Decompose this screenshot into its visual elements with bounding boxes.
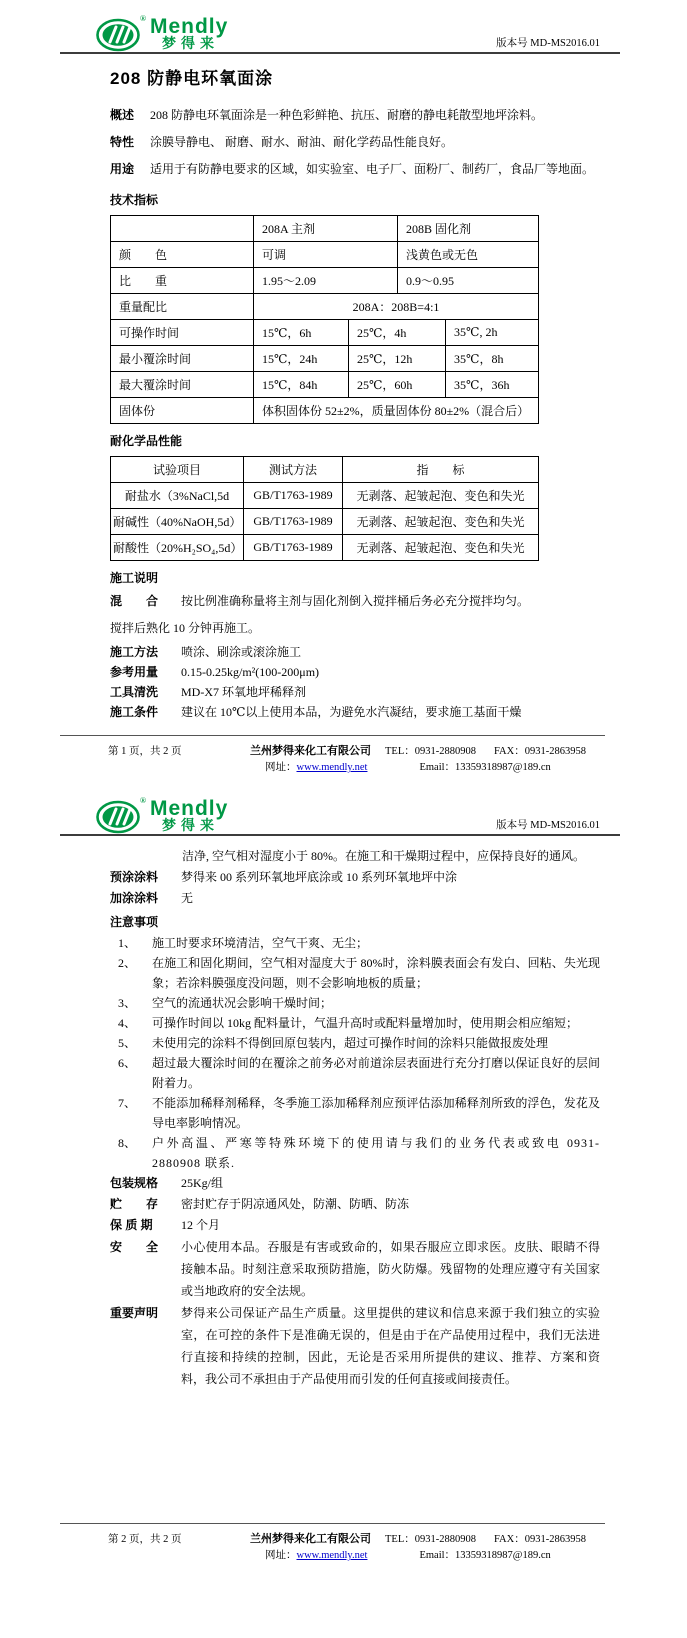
color-label: 颜 色 bbox=[111, 242, 254, 268]
page-header bbox=[96, 8, 600, 52]
method-text: 喷涂、刷涂或滚涂施工 bbox=[181, 645, 302, 659]
safety-text: 小心使用本品。吞服是有害或致命的，如果吞服应立即求医。皮肤、眼睛不得接触本品。时刻注意采取预防措施，防火防爆。残留物的处理应遵守有关国家或当地政府的安全法规。 bbox=[181, 1240, 600, 1298]
note-num: 8、 bbox=[118, 1136, 137, 1150]
mix-row bbox=[110, 588, 600, 615]
tech-table bbox=[110, 215, 539, 424]
footer-line-2 bbox=[60, 759, 625, 774]
min-recoat-15: 15℃，24h bbox=[254, 346, 349, 372]
ratio-label: 重量配比 bbox=[111, 294, 254, 320]
footer-line-1 bbox=[60, 1530, 625, 1546]
brand-name: Mendly bbox=[149, 15, 229, 38]
registered-mark: ® bbox=[140, 14, 146, 23]
footer-email: Email：13359318987@189.cn bbox=[419, 762, 551, 773]
page-number: 第 2 页，共 2 页 bbox=[108, 1534, 182, 1545]
page-number: 第 1 页，共 2 页 bbox=[108, 746, 182, 757]
gravity-b: 0.9～0.95 bbox=[398, 268, 539, 294]
salt-spec: 无剥落、起皱起泡、变色和失光 bbox=[343, 483, 539, 509]
min-recoat-35: 35℃，8h bbox=[446, 346, 539, 372]
safety-label: 安 全 bbox=[110, 1240, 159, 1254]
page-2 bbox=[0, 782, 687, 1638]
note-item-7 bbox=[110, 1093, 600, 1133]
tech-col-b: 208B 固化剂 bbox=[398, 216, 539, 242]
footer-rule bbox=[60, 1523, 605, 1524]
header-rule bbox=[60, 52, 620, 54]
tech-header-row bbox=[111, 216, 539, 242]
footer-web bbox=[265, 1547, 367, 1562]
note-text: 户外高温、严寒等特殊环境下的使用请与我们的业务代表或致电 0931-2880908 联系. bbox=[152, 1136, 600, 1170]
chem-col-method: 测试方法 bbox=[244, 457, 343, 483]
alkali-item: 耐碱性（40%NaOH,5d） bbox=[111, 509, 244, 535]
mix-text-2: 搅拌后熟化 10 分钟再施工。 bbox=[110, 621, 261, 635]
shelf-life-text: 12 个月 bbox=[181, 1218, 221, 1232]
gravity-a: 1.95～2.09 bbox=[254, 268, 398, 294]
max-recoat-15: 15℃，84h bbox=[254, 372, 349, 398]
alkali-spec: 无剥落、起皱起泡、变色和失光 bbox=[343, 509, 539, 535]
packing-label: 包装规格 bbox=[110, 1176, 159, 1190]
tech-row-ratio bbox=[111, 294, 539, 320]
tech-row-potlife bbox=[111, 320, 539, 346]
condition-row bbox=[110, 702, 600, 722]
mix-label: 混 合 bbox=[110, 594, 159, 608]
note-text: 未使用完的涂料不得倒回原包装内，超过可操作时间的涂料只能做报废处理 bbox=[152, 1036, 549, 1050]
usage-row bbox=[110, 156, 600, 183]
registered-mark: ® bbox=[140, 796, 146, 805]
footer-rule bbox=[60, 735, 605, 736]
note-item-5 bbox=[110, 1033, 600, 1053]
precoat-text: 梦得来 00 系列环氧地坪底涂或 10 系列环氧地坪中涂 bbox=[181, 870, 458, 884]
mendly-emblem-icon bbox=[96, 798, 142, 834]
web-label: 网址： bbox=[265, 1550, 297, 1561]
color-b: 浅黄色或无色 bbox=[398, 242, 539, 268]
tech-col-a: 208A 主剂 bbox=[254, 216, 398, 242]
brand-logo-2 bbox=[96, 798, 228, 834]
note-item-8 bbox=[110, 1133, 600, 1173]
alkali-method: GB/T1763-1989 bbox=[244, 509, 343, 535]
max-recoat-label: 最大覆涂时间 bbox=[111, 372, 254, 398]
note-text: 空气的流通状况会影响干燥时间； bbox=[152, 996, 333, 1010]
potlife-25: 25℃，4h bbox=[349, 320, 446, 346]
footer-web bbox=[265, 759, 367, 774]
note-num: 7、 bbox=[118, 1096, 137, 1110]
note-num: 2、 bbox=[118, 956, 137, 970]
acid-spec: 无剥落、起皱起泡、变色和失光 bbox=[343, 535, 539, 561]
note-item-1 bbox=[110, 933, 600, 953]
note-text: 施工时要求环境清洁，空气干爽、无尘； bbox=[152, 936, 369, 950]
page-title: 208 防静电环氧面涂 bbox=[110, 69, 274, 88]
web-label: 网址： bbox=[265, 762, 297, 773]
company-name: 兰州梦得来化工有限公司 bbox=[250, 1533, 371, 1545]
tech-row-color bbox=[111, 242, 539, 268]
note-num: 5、 bbox=[118, 1036, 137, 1050]
coat-rows bbox=[110, 867, 600, 909]
chem-row-acid bbox=[111, 535, 539, 561]
note-item-6 bbox=[110, 1053, 600, 1093]
acid-item: 耐酸性（20%H₂SO₄,5d） bbox=[111, 535, 244, 561]
dosage-row bbox=[110, 662, 600, 682]
method-label: 施工方法 bbox=[110, 645, 159, 659]
chem-row-salt bbox=[111, 483, 539, 509]
version-label: 版本号 MD-MS2016.01 bbox=[496, 38, 600, 49]
packing-text: 25Kg/组 bbox=[181, 1176, 224, 1190]
statement-label: 重要声明 bbox=[110, 1306, 159, 1320]
packing-row bbox=[110, 1173, 600, 1194]
chem-row-alkali bbox=[111, 509, 539, 535]
footer-line-1 bbox=[60, 742, 625, 758]
chem-heading: 耐化学品性能 bbox=[110, 434, 183, 448]
color-a: 可调 bbox=[254, 242, 398, 268]
brand-name-cn: 梦得来 bbox=[161, 819, 219, 834]
footer-tel: TEL：0931-2880908 bbox=[385, 746, 476, 757]
brand-name-cn: 梦得来 bbox=[161, 37, 219, 52]
chem-col-spec: 指 标 bbox=[343, 457, 539, 483]
cleaning-text: MD-X7 环氧地坪稀释剂 bbox=[181, 685, 306, 699]
features-text: 涂膜导静电、 耐磨、耐水、耐油、耐化学药品性能良好。 bbox=[150, 135, 454, 149]
brand-wordmark bbox=[150, 16, 228, 52]
website-link[interactable]: www.mendly.net bbox=[296, 762, 368, 773]
brand-logo bbox=[96, 16, 228, 52]
note-item-3 bbox=[110, 993, 600, 1013]
min-recoat-25: 25℃，12h bbox=[349, 346, 446, 372]
condition-label: 施工条件 bbox=[110, 705, 159, 719]
tech-row-min-recoat bbox=[111, 346, 539, 372]
note-num: 3、 bbox=[118, 996, 137, 1010]
min-recoat-label: 最小覆涂时间 bbox=[111, 346, 254, 372]
mix-text: 按比例准确称量将主剂与固化剂倒入搅拌桶后务必充分搅拌均匀。 bbox=[181, 594, 530, 608]
notes-heading: 注意事项 bbox=[110, 915, 159, 929]
brand-name: Mendly bbox=[149, 797, 229, 820]
storage-label: 贮 存 bbox=[110, 1197, 159, 1211]
page1-footer bbox=[60, 735, 625, 774]
method-row bbox=[110, 642, 600, 662]
footer-fax: FAX：0931-2863958 bbox=[494, 1534, 586, 1545]
tech-heading: 技术指标 bbox=[110, 193, 159, 207]
solids-label: 固体份 bbox=[111, 398, 254, 424]
build-heading: 施工说明 bbox=[110, 571, 159, 585]
precoat-row bbox=[110, 867, 600, 888]
usage-label: 用途 bbox=[110, 162, 135, 176]
version-label: 版本号 MD-MS2016.01 bbox=[496, 820, 600, 831]
note-num: 4、 bbox=[118, 1016, 137, 1030]
header-rule-2 bbox=[60, 834, 620, 836]
ratio-value: 208A：208B=4:1 bbox=[254, 294, 539, 320]
note-num: 6、 bbox=[118, 1056, 137, 1070]
footer-email: Email：13359318987@189.cn bbox=[419, 1550, 551, 1561]
note-text: 不能添加稀释剂稀释，冬季施工添加稀释剂应预评估添加稀释剂所致的浮色，发花及导电率影响情况。 bbox=[152, 1096, 600, 1130]
condition-continuation: 洁净, 空气相对湿度小于 80%。在施工和干燥期过程中，应保持良好的通风。 bbox=[182, 849, 585, 863]
dosage-label: 参考用量 bbox=[110, 665, 159, 679]
website-link[interactable]: www.mendly.net bbox=[296, 1550, 368, 1561]
max-recoat-25: 25℃，60h bbox=[349, 372, 446, 398]
shelf-life-label: 保 质 期 bbox=[110, 1218, 153, 1232]
page2-footer bbox=[60, 1523, 625, 1562]
statement-row bbox=[110, 1302, 600, 1390]
overview-text: 208 防静电环氧面涂是一种色彩鲜艳、抗压、耐磨的静电耗散型地坪涂料。 bbox=[150, 108, 544, 122]
potlife-label: 可操作时间 bbox=[111, 320, 254, 346]
spec-rows bbox=[110, 1173, 600, 1390]
precoat-label: 预涂涂料 bbox=[110, 870, 159, 884]
addcoat-row bbox=[110, 888, 600, 909]
notes-list bbox=[110, 933, 600, 1173]
statement-text: 梦得来公司保证产品生产质量。这里提供的建议和信息来源于我们独立的实验室，在可控的条件下是准确无误的，但是由于在产品使用过程中，我们无法进行直接和持续的控制，因此，无论是否采用所提供的建议、推荐、方案和资料，我公司不承担由于产品使用而引发的任何直接或间接责任。 bbox=[181, 1306, 600, 1386]
tech-row-solids bbox=[111, 398, 539, 424]
cleaning-label: 工具清洗 bbox=[110, 685, 159, 699]
note-item-4 bbox=[110, 1013, 600, 1033]
footer-fax: FAX：0931-2863958 bbox=[494, 746, 586, 757]
page2-header bbox=[96, 790, 600, 834]
solids-value: 体积固体份 52±2%，质量固体份 80±2%（混合后） bbox=[254, 398, 539, 424]
salt-item: 耐盐水（3%NaCl,5d bbox=[111, 483, 244, 509]
shelf-life-row bbox=[110, 1215, 600, 1236]
dosage-text: 0.15-0.25kg/m²(100-200μm) bbox=[181, 665, 320, 679]
note-text: 超过最大覆涂时间的在覆涂之前务必对前道涂层表面进行充分打磨以保证良好的层间附着力。 bbox=[152, 1056, 600, 1090]
note-item-2 bbox=[110, 953, 600, 993]
max-recoat-35: 35℃，36h bbox=[446, 372, 539, 398]
footer-line-2 bbox=[60, 1547, 625, 1562]
intro-section bbox=[110, 102, 600, 183]
acid-method: GB/T1763-1989 bbox=[244, 535, 343, 561]
features-label: 特性 bbox=[110, 135, 135, 149]
company-name: 兰州梦得来化工有限公司 bbox=[250, 745, 371, 757]
note-text: 可操作时间以 10kg 配料量计，气温升高时或配料量增加时，使用期会相应缩短； bbox=[152, 1016, 579, 1030]
addcoat-text: 无 bbox=[181, 891, 194, 905]
chem-header-row bbox=[111, 457, 539, 483]
overview-row bbox=[110, 102, 600, 129]
gravity-label: 比 重 bbox=[111, 268, 254, 294]
safety-row bbox=[110, 1236, 600, 1302]
condition-text: 建议在 10℃以上使用本品，为避免水汽凝结，要求施工基面干燥 bbox=[181, 705, 522, 719]
brand-wordmark bbox=[150, 798, 228, 834]
storage-row bbox=[110, 1194, 600, 1215]
chem-col-item: 试验项目 bbox=[111, 457, 244, 483]
page-1 bbox=[0, 0, 687, 782]
tech-row-gravity bbox=[111, 268, 539, 294]
mendly-emblem-icon bbox=[96, 16, 142, 52]
note-num: 1、 bbox=[118, 936, 137, 950]
features-row bbox=[110, 129, 600, 156]
addcoat-label: 加涂涂料 bbox=[110, 891, 159, 905]
build-rows bbox=[110, 642, 600, 722]
potlife-15: 15℃，6h bbox=[254, 320, 349, 346]
note-text: 在施工和固化期间，空气相对湿度大于 80%时，涂料膜表面会有发白、回粘、失光现象；若涂料膜强度没问题，则不会影响地板的质量； bbox=[152, 956, 600, 990]
cleaning-row bbox=[110, 682, 600, 702]
footer-tel: TEL：0931-2880908 bbox=[385, 1534, 476, 1545]
usage-text: 适用于有防静电要求的区域，如实验室、电子厂、面粉厂、制药厂，食品厂等地面。 bbox=[150, 162, 595, 176]
potlife-35: 35℃, 2h bbox=[446, 320, 539, 346]
tech-row-max-recoat bbox=[111, 372, 539, 398]
storage-text: 密封贮存于阴凉通风处，防潮、防晒、防冻 bbox=[181, 1197, 410, 1211]
overview-label: 概述 bbox=[110, 108, 135, 122]
chem-table bbox=[110, 456, 539, 561]
salt-method: GB/T1763-1989 bbox=[244, 483, 343, 509]
